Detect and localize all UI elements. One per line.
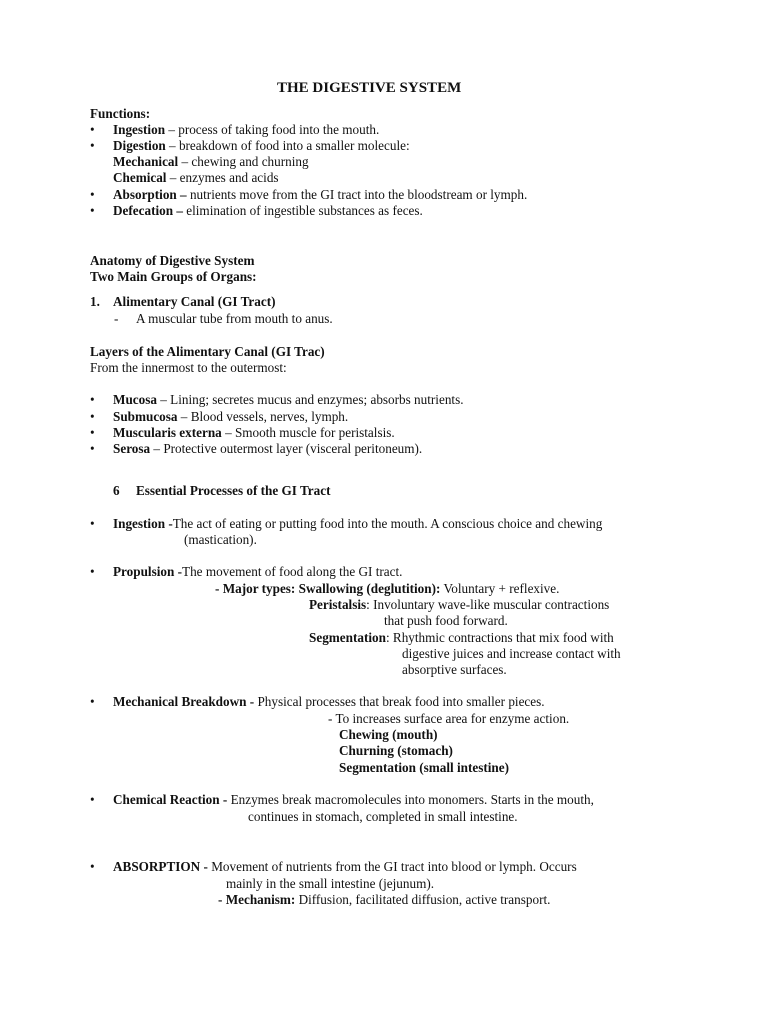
function-item-defecation (113, 203, 423, 219)
description: – chewing and churning (178, 154, 309, 169)
organ-groups-heading: Two Main Groups of Organs: (90, 269, 257, 284)
label: Peristalsis (309, 597, 367, 612)
bullet: • (90, 203, 95, 218)
term: Absorption – (113, 187, 187, 202)
term: Mechanical (113, 154, 179, 169)
process-absorption-cont: mainly in the small intestine (jejunum). (226, 876, 435, 891)
term: Submucosa (113, 409, 178, 424)
description: elimination of ingestible substances as feces. (182, 203, 423, 218)
bullet: • (90, 409, 95, 424)
process-chemical-cont: continues in stomach, completed in small intestine. (248, 809, 518, 824)
layers-heading: Layers of the Alimentary Canal (GI Trac) (90, 344, 325, 359)
anatomy-heading: Anatomy of Digestive System (90, 253, 255, 268)
function-item-digestion (113, 138, 410, 154)
bullet: • (90, 564, 95, 579)
function-item-absorption (113, 187, 527, 203)
description: – process of taking food into the mouth. (165, 122, 380, 137)
term: ABSORPTION - (113, 859, 208, 874)
mechanical-item: Segmentation (small intestine) (339, 760, 509, 775)
bullet: • (90, 392, 95, 407)
term: Chemical Reaction - (113, 792, 228, 807)
description: – enzymes and acids (166, 170, 279, 185)
description: The act of eating or putting food into the mouth. A conscious choice and chewing (172, 516, 603, 531)
bullet: • (90, 187, 95, 202)
term: Mechanical Breakdown - (113, 694, 255, 709)
term: Chemical (113, 170, 167, 185)
term: Ingestion (113, 122, 166, 137)
process-ingestion (113, 516, 602, 532)
description: – Lining; secretes mucus and enzymes; absorbs nutrients. (156, 392, 464, 407)
bullet: • (90, 441, 95, 456)
function-item-ingestion (113, 122, 379, 138)
term: Propulsion - (113, 564, 183, 579)
description: nutrients move from the GI tract into the bloodstream or lymph. (186, 187, 528, 202)
bullet: • (90, 138, 95, 153)
description: Enzymes break macromolecules into monomers. Starts in the mouth, (227, 792, 594, 807)
process-mechanical (113, 694, 545, 710)
page-title: THE DIGESTIVE SYSTEM (277, 80, 462, 96)
term: Mucosa (113, 392, 157, 407)
bullet: • (90, 792, 95, 807)
description: Movement of nutrients from the GI tract into blood or lymph. Occurs (207, 859, 577, 874)
process-chemical (113, 792, 594, 808)
bullet: • (90, 425, 95, 440)
layers-intro: From the innermost to the outermost: (90, 360, 287, 375)
bullet: • (90, 122, 95, 137)
propulsion-segmentation (309, 630, 614, 646)
propulsion-peristalsis (309, 597, 609, 613)
bullet: • (90, 859, 95, 874)
mechanical-item: Churning (stomach) (339, 743, 453, 758)
description: – Smooth muscle for peristalsis. (221, 425, 395, 440)
alimentary-canal-heading: Alimentary Canal (GI Tract) (113, 294, 276, 309)
term: Serosa (113, 441, 151, 456)
description: : Involuntary wave-like muscular contractions (366, 597, 610, 612)
bullet: • (90, 694, 95, 709)
process-absorption (113, 859, 577, 875)
list-number: 1. (90, 294, 100, 309)
alimentary-canal-description: A muscular tube from mouth to anus. (136, 311, 333, 326)
bullet: • (90, 516, 95, 531)
description: : Rhythmic contractions that mix food with (385, 630, 614, 645)
label: - Mechanism: (218, 892, 296, 907)
label: - Major types: Swallowing (deglutition): (215, 581, 441, 596)
description: Voluntary + reflexive. (440, 581, 560, 596)
process-propulsion (113, 564, 402, 580)
propulsion-major-types (215, 581, 559, 597)
processes-heading: Essential Processes of the GI Tract (136, 483, 331, 498)
propulsion-segmentation-cont-1: digestive juices and increase contact with (402, 646, 621, 661)
dash-marker: - (114, 311, 119, 326)
functions-heading: Functions: (90, 106, 151, 121)
label: Segmentation (309, 630, 386, 645)
digestion-sub-mechanical (113, 154, 309, 170)
term: Muscularis externa (113, 425, 222, 440)
term: Digestion (113, 138, 166, 153)
mechanical-purpose: - To increases surface area for enzyme action. (328, 711, 570, 726)
processes-number: 6 (113, 483, 120, 498)
description: – Protective outermost layer (visceral peritoneum). (150, 441, 423, 456)
description: – breakdown of food into a smaller molecule: (165, 138, 410, 153)
description: – Blood vessels, nerves, lymph. (177, 409, 349, 424)
description: Physical processes that break food into smaller pieces. (254, 694, 545, 709)
term: Ingestion - (113, 516, 173, 531)
absorption-mechanism (218, 892, 550, 908)
layer-item-serosa (113, 441, 422, 457)
description: Diffusion, facilitated diffusion, active transport. (295, 892, 551, 907)
propulsion-peristalsis-cont: that push food forward. (384, 613, 508, 628)
process-ingestion-cont: (mastication). (184, 532, 257, 547)
digestion-sub-chemical (113, 170, 279, 186)
term: Defecation – (113, 203, 183, 218)
propulsion-segmentation-cont-2: absorptive surfaces. (402, 662, 507, 677)
mechanical-item: Chewing (mouth) (339, 727, 438, 742)
layer-item-submucosa (113, 409, 348, 425)
description: The movement of food along the GI tract. (182, 564, 403, 579)
layer-item-mucosa (113, 392, 464, 408)
layer-item-muscularis (113, 425, 395, 441)
